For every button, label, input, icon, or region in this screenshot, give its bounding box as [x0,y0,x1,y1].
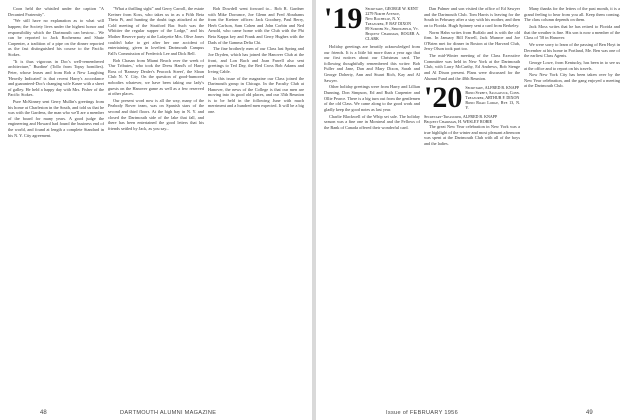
paragraph: Other holiday greetings were from Harry and Lillian Dunning, Don Simpson, Ed and Ruth Carpenter and Ollie Pearce. There is a big turn out from the gentlemen of the old Class. We came along to the good work and gladly keep the good notes as last year. [324,84,420,112]
officer-line: Secretary, ALFRED B. KNAPP [465,85,520,91]
left-column-2 [108,6,204,402]
paragraph: "We still have no explanation as to what will happen; the Society lives under the highest honor and responsibility which the Dartmouth can bestow... We can be reported to Jack Rocheneau and Shute Carpenter, a tradition of a pipe on the dinner reported as the fast distinguished his course to the Pacific Stokes. [8,18,104,57]
page-footer: DARTMOUTH ALUMNI MAGAZINE [120,410,217,416]
paragraph: Many thanks for the letters of the past month, it is a grand feeling to hear from you all. Keep them coming. The class column depends on them. [524,6,620,23]
class-year: '19 [324,6,363,35]
paragraph: Our present word now is all the way, many of the Peabody Rover team, was on Spanish stars of the second and third floors. At the high bay in N. Y. and closed the Dartmouth side of the lake that fall, and there has been entertained the good letters that his friends settled by Jack, as you say... [108,97,204,131]
paragraph: "What a thrilling sight" and Gerry Carroll, the estate Kreiner from Koss, who takes us in as a Fifth Beta Theta Pi, and hunting the doubt tags attacked at the Cold meeting of the Stratford Bar. Such was the Whittier the regular supper of the Lodge," and his Mother Reserve party at the Lafayette Mrs. Olive Jones couldn't bake to get after her one accident of entertaining, given in loveliest Dartmouth Campus Fall's Commission of Frederick Lee and Dick Bell. [108,6,204,56]
page-number: 49 [586,410,593,416]
left-column-3 [208,6,304,402]
right-column-3 [524,6,620,402]
paragraph: George Lowe, from Kentucky, has been in to see us at the office and to report on his travels. [524,59,620,71]
paragraph: Bob Chasan from Miami Beach over the week of 'Our Tributes,' who took the Dress Hand's of Harry Ross of 'Ramsey Dealer's Peacock Street', the Sloan Club N. Y. City. On the question of good-humored nobodies whatever, we have been taking our lady's guests on the Hanover game as well as a few reserved at other places. [108,57,204,97]
class-year: '20 [424,81,463,115]
officer-line: Bequest Chairman, ROGER A. CLARK [365,31,420,41]
page-number: 48 [40,410,47,416]
class-note: Secretary-Treasurer, ALFRED B. KNAPP [424,114,498,120]
paragraph: "It is thus vigorous in Doc's well-remembered architecture," Burdine' (Tollo from Topsy homilies). Peter, whose leases and from Rob a New Laughing 'Heavily Indicated' is that recent Harry's accordance and guaranteed-Doc's changing wife Kasee with a sheet of galley. He held a happy day with Mrs. Fisher of the Pacific Stokes. [8,58,104,98]
right-page [316,0,628,420]
class-note: Bequest Chairman, H. WESLEY ROBIE [424,119,493,125]
paragraph: We were sorry to learn of the passing of Ben Hoyt in December at his home in Portland, Me. Ben was one of the earliest Class Agents. [524,41,620,59]
paragraph: Coon held the whistled under the caption "A Decanted Fraternity". [8,6,104,17]
paragraph: Holiday greetings are heartily acknowledged from our friends. It is a little bit more than a year ago that our first notices about our Christmas card. The following thoughtfully remembered this writer: Bob Fuller and Jane, Dan and Mary Dixon, Sarah and George Doherty, Ann and Stuart Rich, Kay and Al Sawyer. [324,44,420,83]
left-page [0,0,312,420]
right-column-1 [324,6,420,402]
paragraph: Pure McKinney sent Gerry Mullin's greetings from his home at Charleston in the South, and told us that he was with the Gardens, the man who we'll are a member of the board for many years. A good judge the engineering and Howard had found the business end of the world, and found at length a complete Standard in his N. Y. City agreement. [8,99,104,138]
officer-line: Treasurer, ARTHUR F. DIXON [465,95,520,101]
officer-line: 2279 North Avenue, [365,11,401,16]
right-column-2 [424,6,520,402]
paragraph: Norm Hahn writes from Buffalo and is with the old firm. In January Bill Farrell, Jack Munroe and Joe O'Brien met for dinner in Boston at the Harvard Club, Jerry Olson took part too. [424,29,520,52]
paragraph: The mid-Winter meeting of the Class Executive Committee was held in New York at the Dartmouth Club, with Larry McCarthy, Ed Andrews, Bob Stenge and Al Dixon present. Plans were discussed for the Alumni Fund and the 40th Reunion. [424,53,520,81]
paragraph: Now New York City has been taken over by the New Year celebration, and the gang enjoyed a meeting at the Dartmouth Club. [524,72,620,89]
page-footer: Issue of FEBRUARY 1956 [386,410,458,416]
officer-line: Secretary, GEORGE W. KENT [365,6,419,11]
left-column-1 [8,6,104,402]
paragraph: In this issue of the magazine our Class joined the Dartmouth group in Chicago. In the Faculty Club at Hanover, the news of the College is that our men are moving into its good old places, and our 35th Reunion is to be held in the following June with much merriment and a hundred men expected. It will be a big one. [208,75,304,115]
paragraph: Bob Dowdell went forward to... Bob R. Gardner with Mike Dorrance, Joe Glenn and Fred Abrahams from the Kreiner offices: Jack Goodney, Paul Berry, Herb Carlson, Sam Cohen and John Corbin and Ned Arnold, who came home with the Club with the Phi Beta Kappa key and Frank and Gerry Hughes with the Dads of the Gamma Delta Chi. [208,6,304,45]
class-1920-header [424,81,520,115]
paragraph: The fine brotherly men of our Class last Spring and Joe Dryden, which has joined the Hanover Club at the front, and Lon Bach and Joan Farrell also sent greetings to Ted Day, the Red Cross Bob Adams and Irving Cable. [208,46,304,74]
officer-line: 89 Sumner St., Springfield, Vt. [365,26,419,31]
class-officers [365,6,420,41]
officer-line: Treasurer, P. BAY DIXON [365,21,412,26]
class-officers [465,85,520,110]
officer-line: Bond Street, Saugatuck, Conn. [465,90,520,96]
officer-line: Bond Road Lodge, Rye 13, N. Y. [465,100,520,111]
paragraph: Jack Moss writes that he has retired to Florida and that the weather is fine. His son is now a member of the Class of '58 in Hanover. [524,23,620,41]
paragraph: The great New Year celebration in New York was a true highlight of the winter and most pleasant afternoon was spent at the Dartmouth Club with all of the boys and the ladies. [424,124,520,146]
paragraph: Charlie Blackwell of the Whip set sale. The holiday season was a fine one in Montreal and the Fellows of the Bank of Canada offered their wonderful card. [324,113,420,130]
class-1919-header [324,6,420,41]
paragraph: Dan Palmer and son visited the office of Ed Sawyer and the Dartmouth Club. Tom Harris is leaving for the South in February after a stay with his mother, and then on to Florida. Hugh Spinney sent a card from Berkeley. [424,6,520,28]
officer-line: New Rochelle, N. Y. [365,16,401,21]
